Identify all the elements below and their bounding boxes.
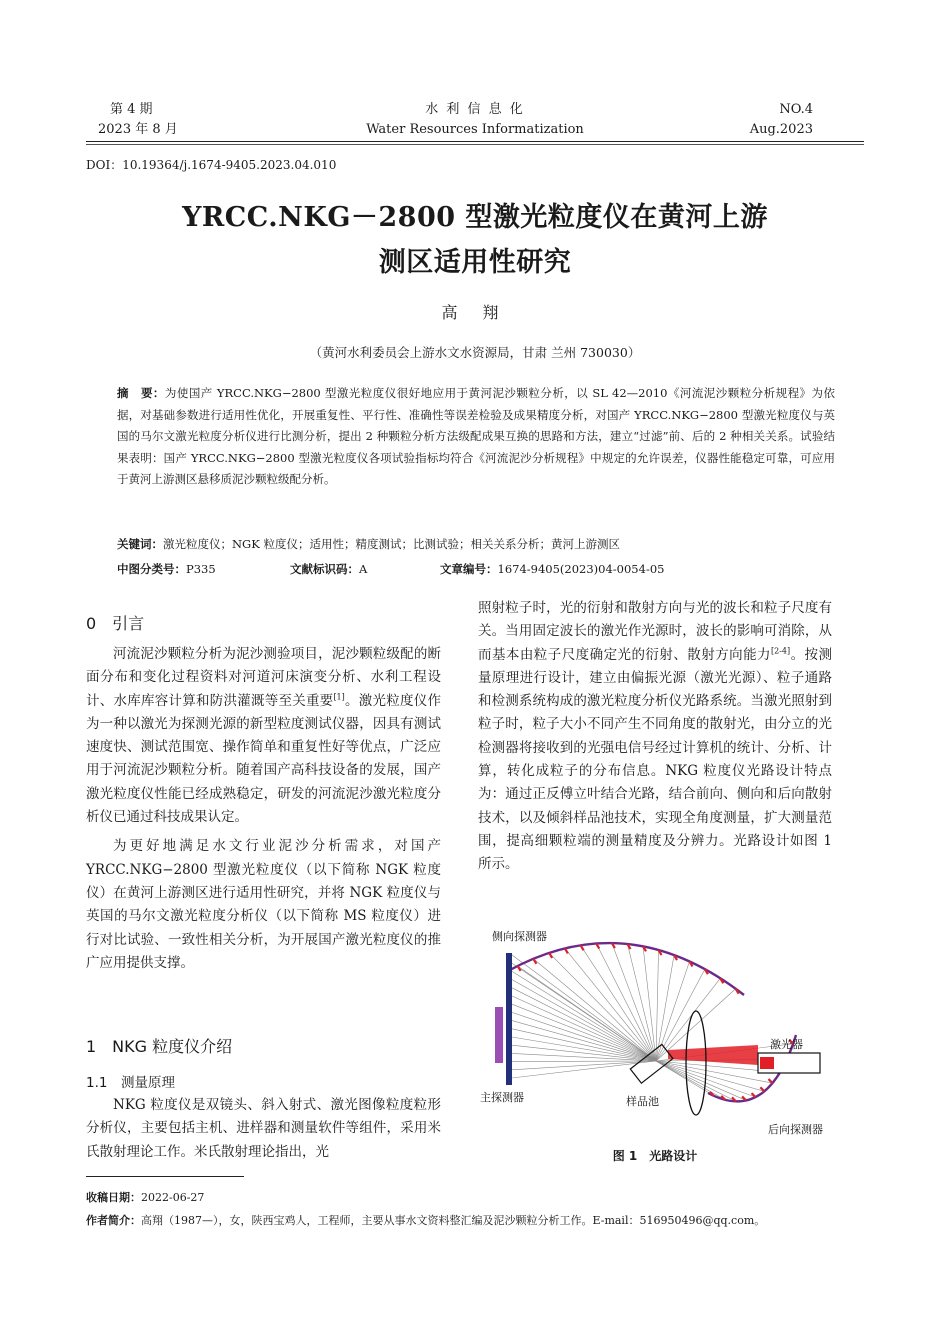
ray <box>656 950 659 1061</box>
section-1-1-text: NKG 粒度仪是双镜头、斜入射式、激光图像粒度粒形分析仪，主要包括主机、进样器和测量软件等组件，采用米氏散射理论工作。米氏散射理论指出，光 <box>86 1097 441 1160</box>
header-rule-2 <box>86 144 864 145</box>
label-sample-cell: 样品池 <box>626 1095 659 1108</box>
ray <box>512 1061 656 1062</box>
scatter-rays <box>512 943 793 1101</box>
ray <box>512 988 656 1061</box>
ray <box>549 953 656 1061</box>
ray <box>512 1004 656 1061</box>
label-main-detector: 主探测器 <box>480 1091 524 1104</box>
art-value: 1674-9405(2023)04-0054-05 <box>497 562 665 576</box>
label-back-detector: 后向探测器 <box>768 1123 823 1136</box>
ray <box>533 959 656 1061</box>
header-date-en: Aug.2023 <box>749 122 813 137</box>
ref-1: [1] <box>333 692 345 702</box>
optical-path-figure <box>478 925 838 1140</box>
side-detector-tick <box>518 966 521 971</box>
section-0-heading: 0 引言 <box>86 614 145 633</box>
figure-caption: 图 1 光路设计 <box>612 1149 698 1163</box>
doc-label: 文献标识码： <box>290 562 359 576</box>
right-column <box>478 597 832 877</box>
clc-value: P335 <box>186 562 216 576</box>
ray <box>656 955 674 1061</box>
ray <box>656 1061 725 1100</box>
author-bio: 作者简介：高翔（1987—），女，陕西宝鸡人，工程师，主要从事水文资料整汇编及泥沙颗粒分析工作。E-mail：516950496@qq.com。 <box>86 1214 766 1227</box>
ref-2-4: [2-4] <box>771 646 791 656</box>
header-date-cn: 2023 年 8 月 <box>98 122 178 137</box>
keywords-text: 激光粒度仪；NGK 粒度仪；适用性；精度测试；比测试验；相关关系分析；黄河上游测区 <box>163 537 620 551</box>
back-detector-tick <box>760 1087 764 1091</box>
footnote-rule <box>86 1176 244 1177</box>
label-laser: 激光器 <box>770 1038 803 1051</box>
side-detector-tick <box>549 953 552 958</box>
doi: DOI：10.19364/j.1674-9405.2023.04.010 <box>86 158 337 172</box>
section-0-paragraph-1: 河流泥沙颗粒分析为泥沙测验项目，泥沙颗粒级配的断面分布和变化过程资料对河道河床演变分析、水利工程设计、水库库容计算和防洪灌溉等至关重要[1]。激光粒度仪作为一种以激光为探测光源的新型粒度测试仪器，因具有测试速度快、测试范围宽、操作简单和重复性好等优点，广泛应用于河流泥沙颗粒分析。随着国产高科技设备的发展，国产激光粒度仪性能已经成熟稳定，研发的河流泥沙激光粒度分析仪已通过科技成果认定。 <box>86 646 442 826</box>
main-detector-side <box>495 1007 503 1063</box>
header-no: NO.4 <box>779 102 813 117</box>
keywords <box>117 534 835 554</box>
laser-source <box>760 1057 774 1069</box>
ray <box>656 1061 764 1091</box>
section-1-1-heading: 1.1 测量原理 <box>86 1075 175 1091</box>
ray <box>512 1061 656 1078</box>
keywords-label: 关键词： <box>117 537 163 551</box>
abstract-label: 摘 要： <box>117 386 165 400</box>
right-paragraph: 照射粒子时，光的衍射和散射方向与光的波长和粒子尺度有关。当用固定波长的激光作光源时，波长的影响可消除，从而基本由粒子尺度确定光的衍射、散射方向能力[2-4]。按测量原理进行设计，建立由偏振光源（激光光源）、粒子通路和检测系统构成的激光粒度分析仪光路系统。当激光照射到粒子时，粒子大小不同产生不同角度的散射光，由分立的光检测器将接收到的光强电信号经过计算机的统计、分析、计算，转化成粒子的分布信息。NKG 粒度仪光路设计特点为：通过正反傅立叶结合光路，结合前向、侧向和后向散射技术，以及倾斜样品池技术，实现全角度测量，扩大测量范围，提高细颗粒端的测量精度及分辨力。光路设计如图 1 所示。 <box>478 600 832 873</box>
back-detector-tick <box>752 1093 756 1097</box>
header-rule <box>86 141 864 142</box>
laser-beam <box>668 1045 758 1065</box>
art-label: 文章编号： <box>440 562 498 576</box>
side-detector-tick <box>533 959 536 964</box>
ray <box>596 944 656 1061</box>
section-1-heading: 1 NKG 粒度仪介绍 <box>86 1037 233 1056</box>
side-detector-arc <box>508 943 744 995</box>
ray <box>512 996 656 1061</box>
paper-title-line1: YRCC.NKG－2800 型激光粒度仪在黄河上游 <box>182 202 768 233</box>
received-date: 收稿日期：2022-06-27 <box>86 1191 205 1204</box>
article-number <box>440 559 840 579</box>
lens <box>686 1011 706 1115</box>
ray <box>656 1061 746 1100</box>
ray <box>518 966 656 1061</box>
section-0-paragraph-2: 为更好地满足水文行业泥沙分析需求，对国产 YRCC.NKG−2800 型激光粒度仪（以下简称 NGK 粒度仪）在黄河上游测区进行适用性研究，并将 NGK 粒度仪与英国的马尔文激光粒度分析仪（以下简称 MS 粒度仪）进行对比试验、一致性相关分析，为开展国产激光粒度仪的推广应用提供支撑。 <box>86 838 441 971</box>
label-side-detector: 侧向探测器 <box>492 930 547 943</box>
doc-value: A <box>359 562 368 576</box>
header-issue: 第 4 期 <box>110 102 153 117</box>
clc-label: 中图分类号： <box>117 562 186 576</box>
abstract <box>117 383 835 491</box>
journal-title-en: Water Resources Informatization <box>366 122 584 137</box>
ray <box>512 1012 656 1061</box>
affiliation: （黄河水利委员会上游水文水资源局，甘肃 兰州 730030） <box>309 345 641 360</box>
left-column <box>86 643 441 975</box>
paper-title-line2: 测区适用性研究 <box>378 247 572 278</box>
abstract-text: 为使国产 YRCC.NKG−2800 型激光粒度仪很好地应用于黄河泥沙颗粒分析，以 SL 42—2010《河流泥沙颗粒分析规程》为依据，对基础参数进行适用性优化，开展重复性、平行性、准确性等误差检验及成果精度分析，对国产 YRCC.NKG−2800 型激光粒度仪与英国的马尔文激光粒度分析仪进行比测分析，提出 2 种颗粒分析方法级配成果互换的思路和方法，建立“过滤”前、后的 2 种相关关系。试验结果表明：国产 YRCC.NKG−2800 型激光粒度仪各项试验指标均符合《河流泥沙分析规程》中规定的允许误差，仪器性能稳定可靠，可应用于黄河上游测区悬移质泥沙颗粒级配分析。 <box>117 386 835 486</box>
journal-title-cn: 水 利 信 息 化 <box>425 102 525 117</box>
main-detector-bar <box>506 953 512 1085</box>
author: 高 翔 <box>441 303 509 322</box>
side-detector-tick <box>565 948 568 953</box>
